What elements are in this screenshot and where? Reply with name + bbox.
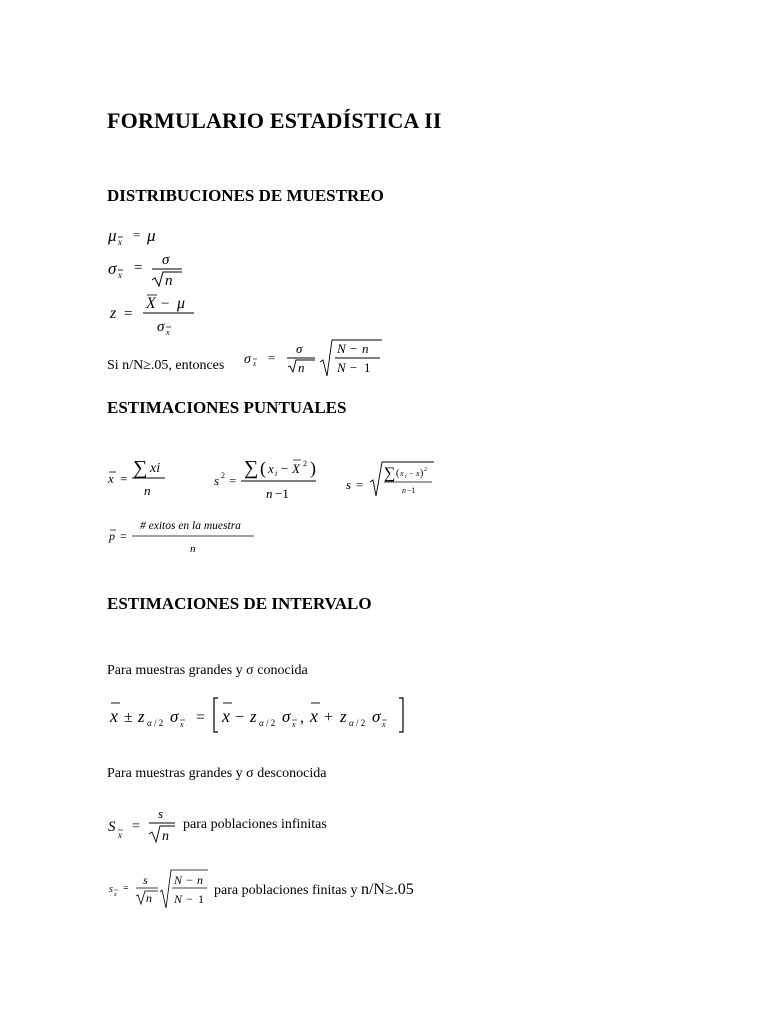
svg-text:,: ,	[300, 709, 304, 726]
svg-text:−: −	[281, 461, 289, 476]
svg-text:n: n	[197, 873, 203, 887]
svg-text:=: =	[356, 477, 364, 492]
proportion-numerator: # exitos en la muestra	[140, 520, 241, 532]
svg-text:S: S	[108, 819, 116, 835]
svg-text:1: 1	[198, 892, 204, 906]
svg-text:σ: σ	[157, 319, 165, 335]
svg-text:σ: σ	[244, 352, 251, 367]
svg-text:n: n	[144, 483, 151, 498]
svg-text:n: n	[402, 486, 406, 495]
svg-text:i: i	[275, 469, 278, 478]
infinite-population-formula	[100, 804, 180, 848]
svg-text:n: n	[190, 543, 196, 555]
svg-text:x: x	[118, 830, 122, 840]
svg-text:x: x	[222, 706, 230, 726]
section-heading-interval: ESTIMACIONES DE INTERVALO	[107, 594, 372, 613]
svg-text:x: x	[114, 892, 117, 898]
svg-text:/ 2: / 2	[266, 718, 276, 728]
svg-text:s: s	[158, 806, 164, 821]
svg-text:μ: μ	[108, 226, 117, 245]
svg-text:/ 2: / 2	[356, 718, 366, 728]
section-heading-sampling: DISTRIBUCIONES DE MUESTREO	[107, 186, 384, 205]
svg-text:=: =	[124, 306, 133, 322]
svg-text:−: −	[186, 873, 193, 887]
svg-text:−: −	[409, 469, 414, 478]
svg-text:N: N	[337, 360, 346, 375]
finite-population-formula	[100, 864, 212, 912]
svg-text:x: x	[382, 720, 386, 729]
svg-text:N: N	[337, 341, 346, 356]
svg-text:X: X	[146, 295, 156, 312]
interval-known-sigma-formula	[100, 692, 420, 738]
svg-text:z: z	[110, 305, 117, 322]
svg-text:x: x	[108, 471, 114, 486]
svg-text:=: =	[268, 350, 276, 365]
point-estimate-formulas	[100, 452, 450, 512]
svg-text:±: ±	[124, 709, 133, 726]
svg-text:=: =	[134, 260, 143, 276]
infinite-population-label: para poblaciones infinitas	[183, 817, 327, 832]
svg-text:x: x	[310, 706, 318, 726]
svg-text:σ: σ	[282, 707, 291, 726]
svg-text:n: n	[165, 273, 173, 289]
svg-text:α: α	[259, 718, 264, 728]
page-title: FORMULARIO ESTADÍSTICA II	[107, 108, 442, 133]
svg-text:n: n	[362, 341, 369, 356]
svg-text:σ: σ	[162, 252, 170, 268]
svg-text:+: +	[324, 709, 334, 726]
svg-text:−: −	[350, 341, 358, 356]
svg-text:X: X	[292, 461, 300, 476]
svg-text:x: x	[180, 720, 184, 729]
svg-text:x: x	[400, 469, 404, 478]
svg-text:n: n	[298, 360, 305, 375]
svg-text:=: =	[120, 471, 128, 486]
finite-population-label	[214, 881, 414, 899]
case-unknown-sigma: Para muestras grandes y σ desconocida	[107, 766, 327, 781]
svg-text:(: (	[260, 458, 266, 478]
svg-text:s: s	[109, 884, 113, 895]
svg-text:=: =	[120, 529, 127, 543]
svg-text:z: z	[138, 707, 145, 726]
svg-text:σ: σ	[170, 707, 179, 726]
svg-text:x: x	[166, 328, 170, 337]
svg-text:μ: μ	[147, 226, 156, 245]
finite-population-text: para poblaciones finitas y	[214, 883, 358, 898]
svg-text:n: n	[162, 829, 169, 844]
finite-population-note: Si n/N≥.05, entonces	[107, 358, 225, 373]
svg-text:x: x	[416, 469, 420, 478]
svg-text:=: =	[196, 709, 206, 726]
svg-text:x: x	[110, 706, 118, 726]
svg-text:xi: xi	[150, 461, 161, 476]
svg-text:N: N	[174, 873, 183, 887]
svg-text:x: x	[268, 461, 274, 476]
svg-text:): )	[420, 468, 424, 479]
case-known-sigma: Para muestras grandes y σ conocida	[107, 663, 308, 678]
svg-text:2: 2	[221, 471, 225, 480]
finite-correction-formula	[240, 336, 390, 380]
svg-text:−: −	[161, 296, 170, 312]
svg-text:α: α	[349, 718, 354, 728]
svg-text:i: i	[405, 474, 407, 480]
svg-text:μ: μ	[177, 295, 186, 312]
svg-text:=: =	[123, 883, 129, 894]
svg-text:n: n	[146, 891, 152, 905]
svg-text:z: z	[340, 707, 347, 726]
svg-text:x: x	[253, 360, 257, 368]
svg-text:2: 2	[303, 459, 307, 468]
svg-text:s: s	[214, 473, 220, 488]
svg-text:σ: σ	[296, 341, 303, 356]
sampling-formulas	[100, 222, 220, 342]
svg-text:(: (	[396, 468, 400, 479]
svg-text:−: −	[235, 709, 245, 726]
svg-text:∑: ∑	[133, 457, 148, 479]
svg-text:α: α	[147, 718, 152, 728]
svg-text:s: s	[346, 477, 352, 492]
finite-population-condition: n/N≥.05	[360, 881, 414, 898]
svg-text:=: =	[133, 227, 141, 242]
svg-text:s: s	[143, 873, 148, 887]
svg-text:n: n	[266, 486, 273, 501]
svg-text:−: −	[350, 360, 358, 375]
svg-text:2: 2	[424, 467, 427, 473]
svg-text:σ: σ	[108, 259, 117, 278]
svg-text:−1: −1	[275, 486, 289, 501]
svg-text:∑: ∑	[244, 457, 259, 479]
svg-text:−1: −1	[407, 486, 416, 495]
svg-text:−: −	[186, 892, 193, 906]
svg-text:/ 2: / 2	[154, 718, 164, 728]
svg-text:=: =	[229, 473, 237, 488]
svg-text:x: x	[292, 720, 296, 729]
svg-text:p: p	[109, 529, 115, 543]
svg-text:x: x	[118, 237, 122, 247]
svg-text:1: 1	[364, 360, 371, 375]
svg-text:=: =	[132, 819, 140, 834]
svg-text:N: N	[174, 892, 183, 906]
svg-text:∑: ∑	[384, 465, 396, 482]
svg-text:x: x	[118, 270, 122, 280]
svg-text:σ: σ	[372, 707, 381, 726]
section-heading-point: ESTIMACIONES PUNTUALES	[107, 398, 347, 417]
svg-text:z: z	[250, 707, 257, 726]
svg-text:): )	[310, 458, 316, 478]
